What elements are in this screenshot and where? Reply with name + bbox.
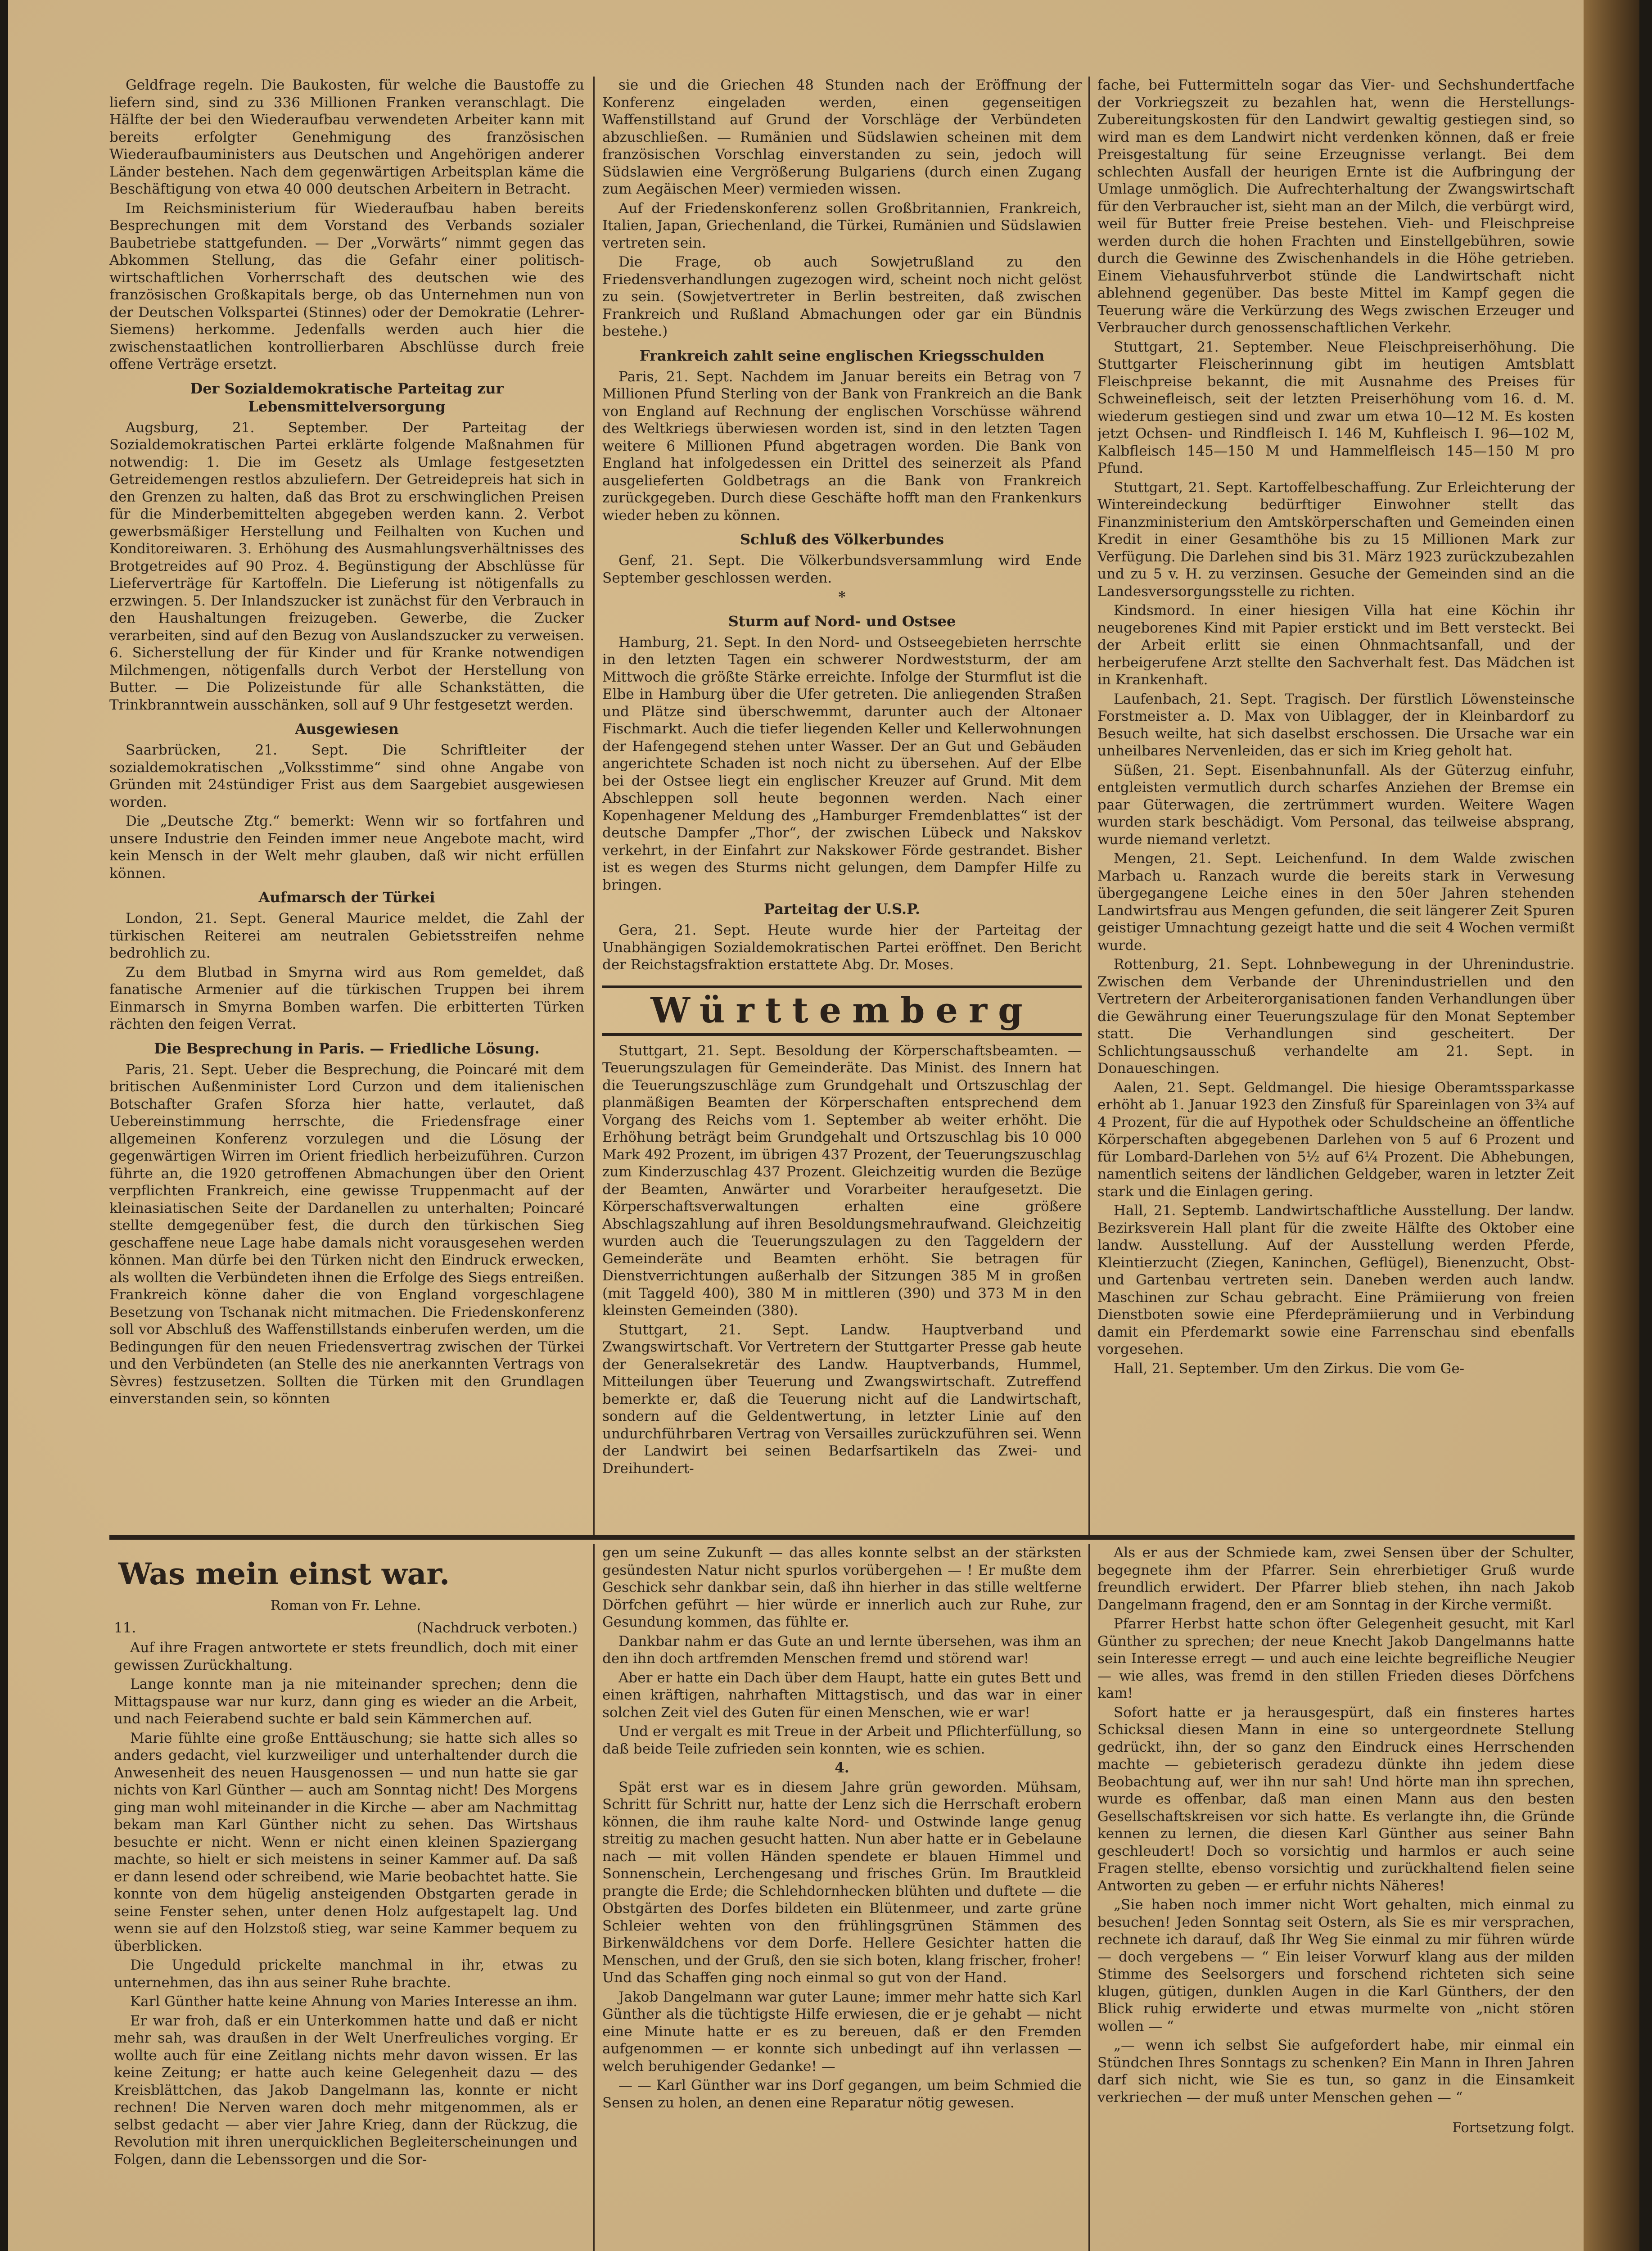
article-paragraph: Sofort hatte er ja herausgespürt, daß ein finsteres hartes Schicksal diesen Mann in eine so untergeordnete Stellung gedrückt, ihn, der so ganz den Eindruck eines Herrschenden machte — gebieterisch geradezu dünkte ihn jedem diese Beobachtung auf, wer ihn nur sah! Und hörte man ihn sprechen, wurde es offenbar, daß man einen Mann aus den besten Gesellschaftskreisen vor sich hatte. Es verlangte ihn, die Gründe kennen zu lernen, die diesen Karl Günther aus seiner Bahn geschleudert! Doch so vorsichtig und harmlos er auch seine Fragen stellte, ebenso vorsichtig und zurückhaltend fielen seine Antworten zu geben — er erfuhr nichts Näheres! xyxy=(1097,1704,1575,1894)
article-paragraph: Als er aus der Schmiede kam, zwei Sensen über der Schulter, begegnete ihm der Pfarrer. Sein ehrerbietiger Gruß wurde freundlich erwidert. Der Pfarrer blieb stehen, ihn nach Jakob Dangelmann fragend, den er am Sonntag in der Kirche vermißt. xyxy=(1097,1545,1575,1613)
newspaper-page xyxy=(8,0,1639,2251)
section-heading-wuerttemberg: Württemberg xyxy=(602,985,1082,1036)
article-paragraph: Süßen, 21. Sept. Eisenbahnunfall. Als der Güterzug einfuhr, entgleisten vermutlich durch scharfes Anziehen der Bremse ein paar Güterwagen, die zertrümmert wurden. Weitere Wagen wurden stark beschädigt. Vom Personal, das teilweise absprang, wurde niemand verletzt. xyxy=(1097,762,1575,848)
article-paragraph: Gera, 21. Sept. Heute wurde hier der Parteitag der Unabhängigen Sozialdemokratischen Partei eröffnet. Den Bericht der Reichstagsfraktion erstattete Abg. Dr. Moses. xyxy=(602,922,1082,973)
article-paragraph: Aber er hatte ein Dach über dem Haupt, hatte ein gutes Bett und einen kräftigen, nahrhaften Mittagstisch, und das war in einer solchen Zeit viel des Guten für einen Menschen, wie er war! xyxy=(602,1669,1082,1721)
chapter-number: 11. xyxy=(114,1619,136,1636)
article-paragraph: „— wenn ich selbst Sie aufgefordert habe, mir einmal ein Stündchen Ihres Sonntags zu schenken? Ein Mann in Ihren Jahren darf sich nicht, wie Sie es tun, so ganz in die Einsamkeit verkriechen — der muß unter Menschen gehen — “ xyxy=(1097,2037,1575,2106)
article-paragraph: Stuttgart, 21. Sept. Landw. Hauptverband und Zwangswirtschaft. Vor Vertretern der Stuttgarter Presse gab heute der Generalsekretär des Landw. Hauptverbands, Hummel, Mitteilungen über Teuerung und Zwangswirtschaft. Zutreffend bemerkte er, daß die Teuerung nicht auf die Landwirtschaft, sondern auf die Geldentwertung, in letzter Linie auf den undurchführbaren Vertrag von Versailles zurückzuführen sei. Wenn der Landwirt bei seinen Bedarfsartikeln das Zwei- und Dreihundert- xyxy=(602,1321,1082,1477)
article-paragraph: Im Reichsministerium für Wiederaufbau haben bereits Besprechungen mit dem Vorstand des Verbands sozialer Baubetriebe stattgefunden. — Der „Vorwärts“ nimmt gegen das Abkommen Stellung, das die Gefahr einer politisch-wirtschaftlichen Vorherrschaft des deutschen wie des französischen Großkapitals berge, ob das Unternehmen nun von der Deutschen Volkspartei (Stinnes) oder der Demokratie (Lehrer-Siemens) herkomme. Jedenfalls werden auch hier die zwischenstaatlichen kontrollierbaren Abschlüsse durch freie offene Verträge ersetzt. xyxy=(109,200,584,372)
reprint-notice: (Nachdruck verboten.) xyxy=(416,1619,578,1636)
novel-column-2 xyxy=(602,1544,1082,2251)
article-paragraph: Die Frage, ob auch Sowjetrußland zu den Friedensverhandlungen zugezogen wird, scheint noch nicht gelöst zu sein. (Sowjetvertreter in Berlin bestreiten, daß zwischen Frankreich und Rußland Abmachungen oder gar ein Bündnis bestehe.) xyxy=(602,254,1082,339)
article-heading: Der Sozialdemokratische Parteitag zur Lebensmittelversorgung xyxy=(190,380,504,415)
article-paragraph: Paris, 21. Sept. Ueber die Besprechung, die Poincaré mit dem britischen Außenminister Lord Curzon und dem italienischen Botschafter Grafen Sforza hier hatte, verlautet, daß Uebereinstimmung herrschte, die Friedensfrage einer allgemeinen Konferenz vorzulegen und die Lösung der gegenwärtigen Wirren im Orient friedlich herbeizuführen. Curzon führte an, die 1920 getroffenen Abmachungen über den Orient verpflichten Frankreich, eine gewisse Truppenmacht auf der kleinasiatischen Seite der Dardanellen zu unterhalten; Poincaré stellte demgegenüber fest, die durch den türkischen Sieg geschaffene neue Lage habe damals nicht vorausgesehen werden können. Man dürfe bei den Türken nicht den Eindruck erwecken, als wollten die Verbündeten ihnen die Erfolge des Siegs entreißen. Frankreich könne daher die von England vorgeschlagene Besetzung von Tschanak nicht mitmachen. Die Friedenskonferenz soll vor Abschluß des Waffenstillstands einberufen werden, um die Bedingungen für den neuen Friedensvertrag zwischen der Türkei und den Verbündeten (an Stelle des nie anerkannten Vertrags von Sèvres) festzusetzen. Sollten die Türken mit den Grundlagen einverstanden sein, so könnten xyxy=(109,1061,584,1407)
article-paragraph: Karl Günther hatte keine Ahnung von Maries Interesse an ihm. xyxy=(130,1993,578,2010)
article-paragraph: Augsburg, 21. September. Der Parteitag der Sozialdemokratischen Partei erklärte folgende Maßnahmen für notwendig: 1. Die im Gesetz als Umlage festgesetzten Getreidemengen restlos abzuliefern. Der Getreidepreis hat sich in den Grenzen zu halten, daß das Brot zu erschwinglichen Preisen für die Minderbemittelten abgegeben werden kann. 2. Verbot gewerbsmäßiger Herstellung und Feilhalten von Kuchen und Konditoreiwaren. 3. Erhöhung des Ausmahlungsverhältnisses des Brotgetreides auf 90 Proz. 4. Begünstigung der Abschlüsse für Lieferverträge für Kartoffeln. Die Lieferung ist nötigenfalls zu erzwingen. 5. Der Inlandszucker ist zunächst für den Verbrauch in den Haushaltungen freizugeben. Gewerbe, die Zucker verarbeiten, sind auf den Bezug von Auslandszucker zu verweisen. 6. Sicherstellung der für Kinder und für Kranke notwendigen Milchmengen, nötigenfalls durch Verbot der Herstellung von Butter. — Die Polizeistunde für alle Schankstätten, die Trinkbranntwein ausschänken, soll auf 9 Uhr festgesetzt werden. xyxy=(109,419,584,713)
article-paragraph: Die Ungeduld prickelte manchmal in ihr, etwas zu unternehmen, das ihn aus seiner Ruhe brachte. xyxy=(114,1957,578,1991)
article-paragraph: Stuttgart, 21. September. Neue Fleischpreiserhöhung. Die Stuttgarter Fleischerinnung gibt im heutigen Amtsblatt Fleischpreise bekannt, die mit Ausnahme des Preises für Schweinefleisch, seit der letzten Preiserhöhung vom 16. d. M. wiederum gestiegen sind und zwar um etwa 10—12 M. Es kosten jetzt Ochsen- und Rindfleisch I. 146 M, Kuhfleisch I. 96—102 M, Kalbfleisch 145—150 M und Hammelfleisch 145—150 M pro Pfund. xyxy=(1097,339,1575,476)
article-paragraph: Rottenburg, 21. Sept. Lohnbewegung in der Uhrenindustrie. Zwischen dem Verbande der Uhrenindustriellen und den Vertretern der Arbeiterorganisationen fanden Verhandlungen über die Gewährung einer Teuerungszulage für den Monat September statt. Die Verhandlungen sind gescheitert. Der Schlichtungsausschuß verhandelte am 21. Sept. in Donaueschingen. xyxy=(1097,956,1575,1076)
article-heading: Aufmarsch der Türkei xyxy=(258,889,435,906)
news-column-3 xyxy=(1097,77,1575,1513)
news-column-1 xyxy=(109,77,584,1510)
article-paragraph: Lange konnte man ja nie miteinander sprechen; denn die Mittagspause war nur kurz, dann ging es wieder an die Arbeit, und nach Feierabend suchte er bald sein Kämmerchen auf. xyxy=(114,1676,578,1727)
article-paragraph: Laufenbach, 21. Sept. Tragisch. Der fürstlich Löwensteinsche Forstmeister a. D. Max von Uiblagger, der in Kleinbardorf zu Besuch weilte, hat sich daselbst erschossen. Die Ursache war ein unheilbares Nervenleiden, das er sich im Krieg geholt hat. xyxy=(1097,691,1575,759)
article-paragraph: Hall, 21. September. Um den Zirkus. Die vom Ge- xyxy=(1114,1360,1465,1377)
article-paragraph: Saarbrücken, 21. Sept. Die Schriftleiter der sozialdemokratischen „Volksstimme“ sind ohne Angabe von Gründen mit 24stündiger Frist aus dem Saargebiet ausgewiesen worden. xyxy=(109,742,584,810)
article-paragraph: Dankbar nahm er das Gute an und lernte übersehen, was ihm an den ihn doch artfremden Menschen fremd und störend war! xyxy=(602,1633,1082,1667)
article-paragraph: Genf, 21. Sept. Die Völkerbundsversammlung wird Ende September geschlossen werden. xyxy=(602,552,1082,586)
article-heading: Parteitag der U.S.P. xyxy=(764,900,920,918)
article-paragraph: gen um seine Zukunft — das alles konnte selbst an der stärksten gesündesten Natur nicht spurlos vorübergehen — ! Er mußte dem Geschick sehr dankbar sein, daß ihn hierher in das stille weltferne Dörfchen geführt — hier würde er innerlich auch zur Ruhe, zur Gesundung kommen, das fühlte er. xyxy=(602,1545,1082,1630)
article-paragraph: Kindsmord. In einer hiesigen Villa hat eine Köchin ihr neugeborenes Kind mit Papier erstickt und im Bett versteckt. Bei der Arbeit erlitt sie einen Ohnmachtsanfall, und der herbeigerufene Arzt stellte den Sachverhalt fest. Das Mädchen ist in Krankenhaft. xyxy=(1097,602,1575,688)
article-paragraph: Spät erst war es in diesem Jahre grün geworden. Mühsam, Schritt für Schritt nur, hatte der Lenz sich die Herrschaft erobern können, die ihm rauhe kalte Nord- und Ostwinde lange genug streitig zu machen gesucht hatten. Nun aber hatte er in Gebelaune nach — mit vollen Händen spendete er blauen Himmel und Sonnenschein, Lerchengesang und frisches Grün. Im Brautkleid prangte die Erde; die Schlehdornhecken blühten und duftete — die Obstgärten des Dorfes bildeten ein Blütenmeer, und zarte grüne Schleier wehten von den frühlingsgrünen Stämmen des Birkenwäldchens vor dem Dorfe. Hellere Gesichter hatten die Menschen, und der Gruß, den sie sich boten, klang frischer, froher! Und das Schaffen ging noch einmal so gut von der Hand. xyxy=(602,1779,1082,1986)
article-heading: Schluß des Völkerbundes xyxy=(740,531,944,548)
article-paragraph: Jakob Dangelmann war guter Laune; immer mehr hatte sich Karl Günther als die tüchtigste Hilfe erwiesen, die er je gehabt — nicht eine Minute hatte er es zu bereuen, daß er den Fremden aufgenommen — er konnte sich unbedingt auf ihn verlassen — welch beruhigender Gedanke! — xyxy=(602,1989,1082,2075)
novel-text xyxy=(114,1639,578,2168)
article-paragraph: Geldfrage regeln. Die Baukosten, für welche die Baustoffe zu liefern sind, sind zu 336 Millionen Franken veranschlagt. Die Hälfte der bei den Wiederaufbau verwendeten Arbeiter kann mit bereits erfolgter Genehmigung des französischen Wiederaufbauministers aus Deutschen und Angehörigen anderer Länder bestehen. Nach dem gegenwärtigen Arbeitsplan käme die Beschäftigung von etwa 40 000 deutschen Arbeitern in Betracht. xyxy=(109,77,584,197)
separator-asterisk: * xyxy=(838,589,846,605)
article-paragraph: Auf der Friedenskonferenz sollen Großbritannien, Frankreich, Italien, Japan, Griechenland, die Türkei, Rumänien und Südslawien vertreten sein. xyxy=(602,200,1082,251)
article-paragraph: Hall, 21. Septemb. Landwirtschaftliche Ausstellung. Der landw. Bezirksverein Hall plant für die zweite Hälfte des Oktober eine landw. Ausstellung. Auf der Ausstellung werden Pferde, Kleintierzucht (Ziegen, Kaninchen, Geflügel), Bienenzucht, Obst- und Gartenbau vertreten sein. Daneben werden auch landw. Maschinen zur Schau gebracht. Eine Prämiierung von freien Dienstboten sowie eine Pferdeprämiierung und in Verbindung damit ein Pferdemarkt sowie eine Farrenschau sind ebenfalls vorgesehen. xyxy=(1097,1202,1575,1357)
feuilleton-separator xyxy=(109,1535,1575,1540)
chapter-line xyxy=(114,1619,578,1637)
novel-title: Was mein einst war. xyxy=(118,1556,450,1591)
article-paragraph: Pfarrer Herbst hatte schon öfter Gelegenheit gesucht, mit Karl Günther zu sprechen; der neue Knecht Jakob Dangelmanns hatte sein Interesse erregt — und auch eine leichte begreifliche Neugier — wie alles, was fremd in den stillen Frieden dieses Dörfchens kam! xyxy=(1097,1616,1575,1701)
column-rule xyxy=(1088,1544,1090,2251)
article-heading: Frankreich zahlt seine englischen Kriegsschulden xyxy=(639,347,1045,364)
article-paragraph: Auf ihre Fragen antwortete er stets freundlich, doch mit einer gewissen Zurückhaltung. xyxy=(114,1640,578,1673)
news-column-2 xyxy=(602,77,1082,1531)
article-paragraph: Stuttgart, 21. Sept. Kartoffelbeschaffung. Zur Erleichterung der Wintereindeckung bedürftiger Einwohner stellt das Finanzministerium den Amtskörperschaften und Gemeinden einen Kredit in einer Gesamthöhe bis zu 15 Millionen Mark zur Verfügung. Die Darlehen sind bis 31. März 1923 zurückzubezahlen und zu 5 v. H. zu verzinsen. Gesuche der Gemeinden sind an die Landesversorgungsstelle zu richten. xyxy=(1097,479,1575,600)
novel-column-1 xyxy=(114,1549,578,2251)
article-paragraph: Paris, 21. Sept. Nachdem im Januar bereits ein Betrag von 7 Millionen Pfund Sterling von der Bank von Frankreich an die Bank von England auf Rechnung der englischen Vorschüsse während des Weltkriegs überwiesen worden ist, sind in den letzten Tagen weitere 6 Millionen Pfund abgetragen worden. Die Bank von England hat infolgedessen ein Drittel des seinerzeit als Pfand ausgelieferten Goldbetrags an die Bank von Frankreich zurückgegeben. Durch diese Geschäfte hofft man den Frankenkurs wieder heben zu können. xyxy=(602,368,1082,524)
article-paragraph: fache, bei Futtermitteln sogar das Vier- und Sechshundertfache der Vorkriegszeit zu bezahlen hat, wenn die Herstellungs-Zubereitungskosten für den Landwirt gewaltig gestiegen sind, so wird man es dem Landwirt nicht verdenken können, daß er freie Preisgestaltung für seine Erzeugnisse verlangt. Bei dem schlechten Ausfall der heurigen Ernte ist die Aufbringung der Umlage unmöglich. Die Aufrechterhaltung der Zwangswirtschaft für den Verbraucher ist, sieht man an der Milch, die verbürgt wird, weil für Butter freie Preise bestehen. Vieh- und Fleischpreise werden durch die hohen Frachten und Einstellgebühren, sowie durch die Gewinne des Zwischenhandels in die Höhe getrieben. Einem Viehausfuhrverbot stünde die Landwirtschaft nicht ablehnend gegenüber. Das beste Mittel im Kampf gegen die Teuerung wäre die Verkürzung des Wegs zwischen Erzeuger und Verbraucher durch genossenschaftlichen Verkehr. xyxy=(1097,77,1575,336)
article-heading: Die Besprechung in Paris. — Friedliche Lösung. xyxy=(154,1040,540,1057)
article-paragraph: Zu dem Blutbad in Smyrna wird aus Rom gemeldet, daß fanatische Armenier auf die türkischen Truppen bei ihrem Einmarsch in Smyrna Bomben warfen. Die erbitterten Türken rächten den feigen Verrat. xyxy=(109,964,584,1032)
article-paragraph: — — Karl Günther war ins Dorf gegangen, um beim Schmied die Sensen zu holen, an denen eine Reparatur nötig gewesen. xyxy=(602,2077,1082,2111)
article-paragraph: Und er vergalt es mit Treue in der Arbeit und Pflichterfüllung, so daß beide Teile zufrieden sein konnten, wie es schien. xyxy=(602,1723,1082,1757)
article-paragraph: Marie fühlte eine große Enttäuschung; sie hatte sich alles so anders gedacht, viel kurzweiliger und unterhaltender durch die Anwesenheit des neuen Hausgenossen — und nun hatte sie gar nichts von Karl Günther — auch am Sonntag nicht! Des Morgens ging man wohl miteinander in die Kirche — aber am Nachmittag bekam man Karl Günther nicht zu sehen. Das Wirtshaus besuchte er nicht. Wenn er nicht einen kleinen Spaziergang machte, so hielt er sich meistens in seiner Kammer auf. Da saß er dann lesend oder schreibend, wie Marie beobachtet hatte. Sie konnte von dem hügelig ansteigenden Obstgarten gerade in seine Fenster sehen, unter denen Holz aufgestapelt lag. Und wenn sie auf den Holzstoß stieg, war seine Kammer bequem zu überblicken. xyxy=(114,1730,578,1954)
column-rule xyxy=(593,1544,595,2251)
article-heading: Ausgewiesen xyxy=(295,720,399,737)
article-paragraph: Mengen, 21. Sept. Leichenfund. In dem Walde zwischen Marbach u. Ranzach wurde die bereits stark in Verwesung übergegangene Leiche eines in den 50er Jahren stehenden Landwirtsfrau aus Mengen gefunden, die seit längerer Zeit Spuren geistiger Umnachtung gezeigt hatte und die seit 4 Wochen vermißt wurde. xyxy=(1097,850,1575,954)
article-paragraph: Er war froh, daß er ein Unterkommen hatte und daß er nicht mehr sah, was draußen in der Welt Unerfreuliches vorging. Er wollte auch für eine Zeitlang nichts mehr davon wissen. Er las keine Zeitung; er hatte auch keine Gelegenheit dazu — des Kreisblättchen, das Jakob Dangelmann las, konnte er nicht rechnen! Die Nerven waren doch mehr mitgenommen, als er selbst gedacht — aber vier Jahre Krieg, dann der Rückzug, die Revolution mit ihren unerquicklichen Begleiterscheinungen und Folgen, dann die Lebenssorgen und die Sor- xyxy=(114,2012,578,2168)
chapter-number: 4. xyxy=(835,1760,849,1776)
article-paragraph: Stuttgart, 21. Sept. Besoldung der Körperschaftsbeamten. — Teuerungszulagen für Gemeinderäte. Das Minist. des Innern hat die Teuerungszuschläge zum Grundgehalt und Ortszuschlag der planmäßigen Beamten der Körperschaften entsprechend dem Vorgang des Reichs vom 1. September ab weiter erhöht. Die Erhöhung beträgt beim Grundgehalt und Ortszuschlag bis 10 000 Mark 492 Prozent, im übrigen 437 Prozent, der Teuerungszuschlag zum Kinderzuschlag 437 Prozent. Gleichzeitig wurden die Bezüge der Beamten, Anwärter und Vorarbeiter heraufgesetzt. Die Körperschaftsverwaltungen erhalten eine größere Abschlagszahlung auf ihren Besoldungsmehraufwand. Gleichzeitig wurden auch die Teuerungszulagen zu den Taggeldern der Gemeinderäte und Beamten erhöht. Sie betragen für Dienstverrichtungen außerhalb der Sitzungen 385 M in großen (mit Taggeld 400), 380 M in mittleren (390) und 373 M in den kleinsten Gemeinden (380). xyxy=(602,1042,1082,1319)
column-rule xyxy=(1088,77,1090,1535)
article-paragraph: Die „Deutsche Ztg.“ bemerkt: Wenn wir so fortfahren und unsere Industrie den Feinden immer neue Angebote macht, wird kein Mensch in der Welt mehr glauben, daß wir nicht erfüllen können. xyxy=(109,813,584,881)
article-heading: Sturm auf Nord- und Ostsee xyxy=(728,612,956,630)
novel-column-3 xyxy=(1097,1544,1575,2251)
novel-author: Roman von Fr. Lehne. xyxy=(270,1598,421,1614)
column-rule xyxy=(593,77,595,1535)
continued-note: Fortsetzung folgt. xyxy=(1452,2120,1575,2136)
article-paragraph: Aalen, 21. Sept. Geldmangel. Die hiesige Oberamtssparkasse erhöht ab 1. Januar 1923 den Zinsfuß für Spareinlagen von 3¾ auf 4 Prozent, für die auf Hypothek oder Schuldscheine an öffentliche Körperschaften abgegebenen Darlehen von 5 auf 6 Prozent und für Lombard-Darlehen von 5½ auf 6¼ Prozent. Die Abhebungen, namentlich seitens der ländlichen Geldgeber, waren in letzter Zeit stark und die Einlagen gering. xyxy=(1097,1079,1575,1200)
article-paragraph: London, 21. Sept. General Maurice meldet, die Zahl der türkischen Reiterei am neutralen Gebietsstreifen nehme bedrohlich zu. xyxy=(109,910,584,961)
novel-text xyxy=(1097,1544,1575,2106)
article-paragraph: sie und die Griechen 48 Stunden nach der Eröffnung der Konferenz eingeladen werden, einen gegenseitigen Waffenstillstand auf Grund der Vorschläge der Verbündeten abzuschließen. — Rumänien und Südslawien scheinen mit dem französischen Vorschlag einverstanden zu sein, jedoch will Südslawien eine Vergrößerung Bulgariens (durch einen Zugang zum Aegäischen Meer) vermieden wissen. xyxy=(602,77,1082,197)
article-paragraph: Hamburg, 21. Sept. In den Nord- und Ostseegebieten herrschte in den letzten Tagen ein schwerer Nordweststurm, der am Mittwoch die größte Stärke erreichte. Infolge der Sturmflut ist die Elbe in Hamburg über die Ufer getreten. Die anliegenden Straßen und Plätze sind überschwemmt, darunter auch der Altonaer Fischmarkt. Auch die tiefer liegenden Keller und Kellerwohnungen der Hafengegend stehen unter Wasser. Der an Gut und Gebäuden angerichtete Schaden ist noch nicht zu übersehen. Auf der Elbe bei der Ostsee liegt ein englischer Kreuzer auf Grund. Mit dem Abschleppen soll heute begonnen werden. Nach einer Kopenhagener Meldung des „Hamburger Fremdenblattes“ ist der deutsche Dampfer „Thor“, der zwischen Lübeck und Nakskov verkehrt, in der Einfahrt zur Nakskower Förde gestrandet. Bisher ist es wegen des Sturms nicht gelungen, dem Dampfer Hilfe zu bringen. xyxy=(602,634,1082,893)
page-binding-edge xyxy=(1584,0,1639,2251)
article-paragraph: „Sie haben noch immer nicht Wort gehalten, mich einmal zu besuchen! Jeden Sonntag seit Ostern, als Sie es mir versprachen, rechnete ich darauf, daß Ihr Weg Sie einmal zu mir führen würde — doch vergebens — “ Ein leiser Vorwurf klang aus der milden Stimme des Seelsorgers und forschend richteten sich seine klugen, gütigen, dunklen Augen in die Karl Günthers, der den Blick ruhig erwiderte und etwas murmelte von „nicht stören wollen — “ xyxy=(1097,1897,1575,2034)
